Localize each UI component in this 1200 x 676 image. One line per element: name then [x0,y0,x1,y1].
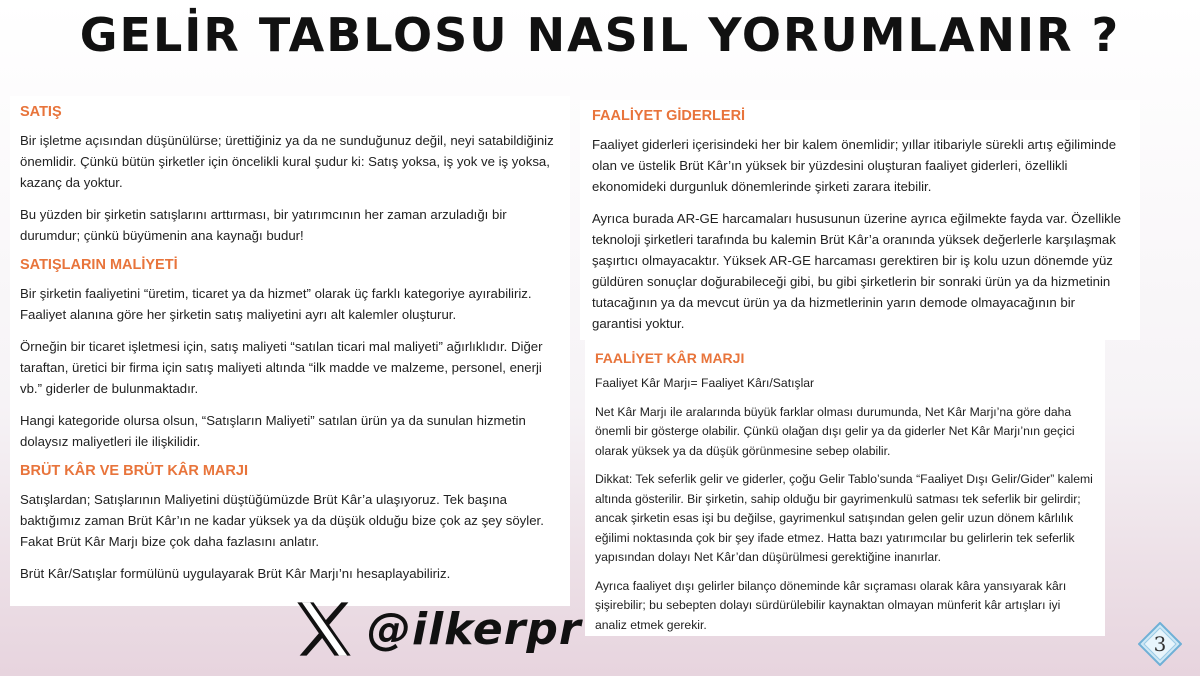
section-heading-faaliyet-kar-marji: FAALİYET KÂR MARJI [595,350,745,366]
paragraph: Örneğin bir ticaret işletmesi için, satış maliyeti “satılan ticari mal maliyeti” ağırlıklıdır. Diğer taraftan, üretici bir firma için satış maliyeti altında “ilk madde ve malzeme, personel, enerji vb.” giderler de bulunmaktadır. [20,339,543,396]
paragraph: Bir şirketin faaliyetini “üretim, ticaret ya da hizmet” olarak üç farklı kategoriye ayırabiliriz. Faaliyet alanına göre her şirketin satış maliyetini ayrı alt kalemler oluşturur. [20,286,532,322]
section-heading-satis: SATIŞ [20,104,62,120]
paragraph: Brüt Kâr/Satışlar formülünü uygulayarak Brüt Kâr Marjı’nı hesaplayabiliriz. [20,566,451,581]
social-handle [295,596,582,662]
paragraph: Net Kâr Marjı ile aralarında büyük farklar olması durumunda, Net Kâr Marjı’na göre daha önemli bir gösterge olabilir. Çünkü olağan dışı gelir ya da giderler Net Kâr Marjı’nın geçici olarak yüksek ya da düşük görünmesine sebep olabilir. [595,404,1075,458]
page-title: GELİR TABLOSU NASIL YORUMLANIR ? [79,8,1121,62]
paragraph: Ayrıca faaliyet dışı gelirler bilanço döneminde kâr sıçraması olarak kâra yansıyarak kârı şişirebilir; bu sebepten dolayı sürdürülebilir kaynaktan olmayan münferit kâr artışları iyi analiz etmek gerekir. [595,578,1067,632]
section-heading-brut-kar: BRÜT KÂR VE BRÜT KÂR MARJI [20,463,248,479]
x-logo-icon [295,599,353,659]
paragraph: Satışlardan; Satışlarının Maliyetini düştüğümüzde Brüt Kâr’a ulaşıyoruz. Tek başına baktığımız zaman Brüt Kâr’ın ne kadar yüksek ya da düşük olduğu bize çok az şey söyler. Fakat Brüt Kâr Marjı bize çok daha fazlasını anlatır. [20,492,544,549]
paragraph: Hangi kategoride olursa olsun, “Satışların Maliyeti” satılan ürün ya da sunulan hizmetin dolaysız maliyetleri ile ilişkilidir. [20,413,526,449]
left-column [10,96,570,606]
right-column-bottom [585,340,1105,636]
section-heading-faaliyet-giderleri: FAALİYET GİDERLERİ [592,108,746,124]
paragraph: Bir işletme açısından düşünülürse; ürettiğiniz ya da ne sunduğunuz değil, neyi satabildiğiniz önemlidir. Çünkü bütün şirketler için öncelikli kural şudur ki: Satış yoksa, iş yok ve iş yoksa, kazanç da yoktur. [20,133,554,190]
paragraph: Faaliyet giderleri içerisindeki her bir kalem önemlidir; yıllar itibariyle sürekli artış eğiliminde olan ve üstelik Brüt Kâr’ın yüksek bir yüzdesini oluşturan faaliyet giderleri, özellikli ekonomideki durgunluk dönemlerinde şirketi zarara itebilir. [592,137,1117,194]
right-column-top [580,100,1140,340]
paragraph: Faaliyet Kâr Marjı= Faaliyet Kârı/Satışlar [595,376,815,390]
section-heading-satislarin-maliyeti: SATIŞLARIN MALİYETİ [20,257,178,273]
handle-text: @ilkerpr [367,603,582,655]
paragraph: Dikkat: Tek seferlik gelir ve giderler, çoğu Gelir Tablo’sunda “Faaliyet Dışı Gelir/Gider” kalemi altında gösterilir. Bir şirketin, sahip olduğu bir gayrimenkulü satması tek seferlik bir gelirdir; ancak şirketin esas işi bu değilse, gayrimenkul satışından gelen gelir uzun dönem kârlılık eğilimi noktasında çok bir şey ifade etmez. Hatta bazı yatırımcılar bu gelirlerin tek seferlik yapısından dolayı Net Kâr’dan düşürülmesi gerektiğine inanırlar. [595,472,1093,564]
paragraph: Bu yüzden bir şirketin satışlarını arttırması, bir yatırımcının her zaman arzuladığı bir durumdur; çünkü büyümenin ana kaynağı budur! [20,207,507,243]
page-number: 3 [1153,632,1167,656]
paragraph: Ayrıca burada AR-GE harcamaları hususunun üzerine ayrıca eğilmekte fayda var. Özellikle teknoloji şirketleri tarafında bu kalemin Brüt Kâr’a oranında yüksek değerlerle karşılaşmak şaşırtıcı olmayacaktır. Yüksek AR-GE harcaması gerektiren bir iş kolu uzun dönemde yüz güldüren sonuçlar doğurabileceği gibi, bu gibi şirketlerin bir sonraki ürün ya da hizmetinin tutacağının ya da mevcut ürün ya da hizmetlerinin yarın demode olmayacağının bir garantisi yoktur. [592,211,1121,331]
